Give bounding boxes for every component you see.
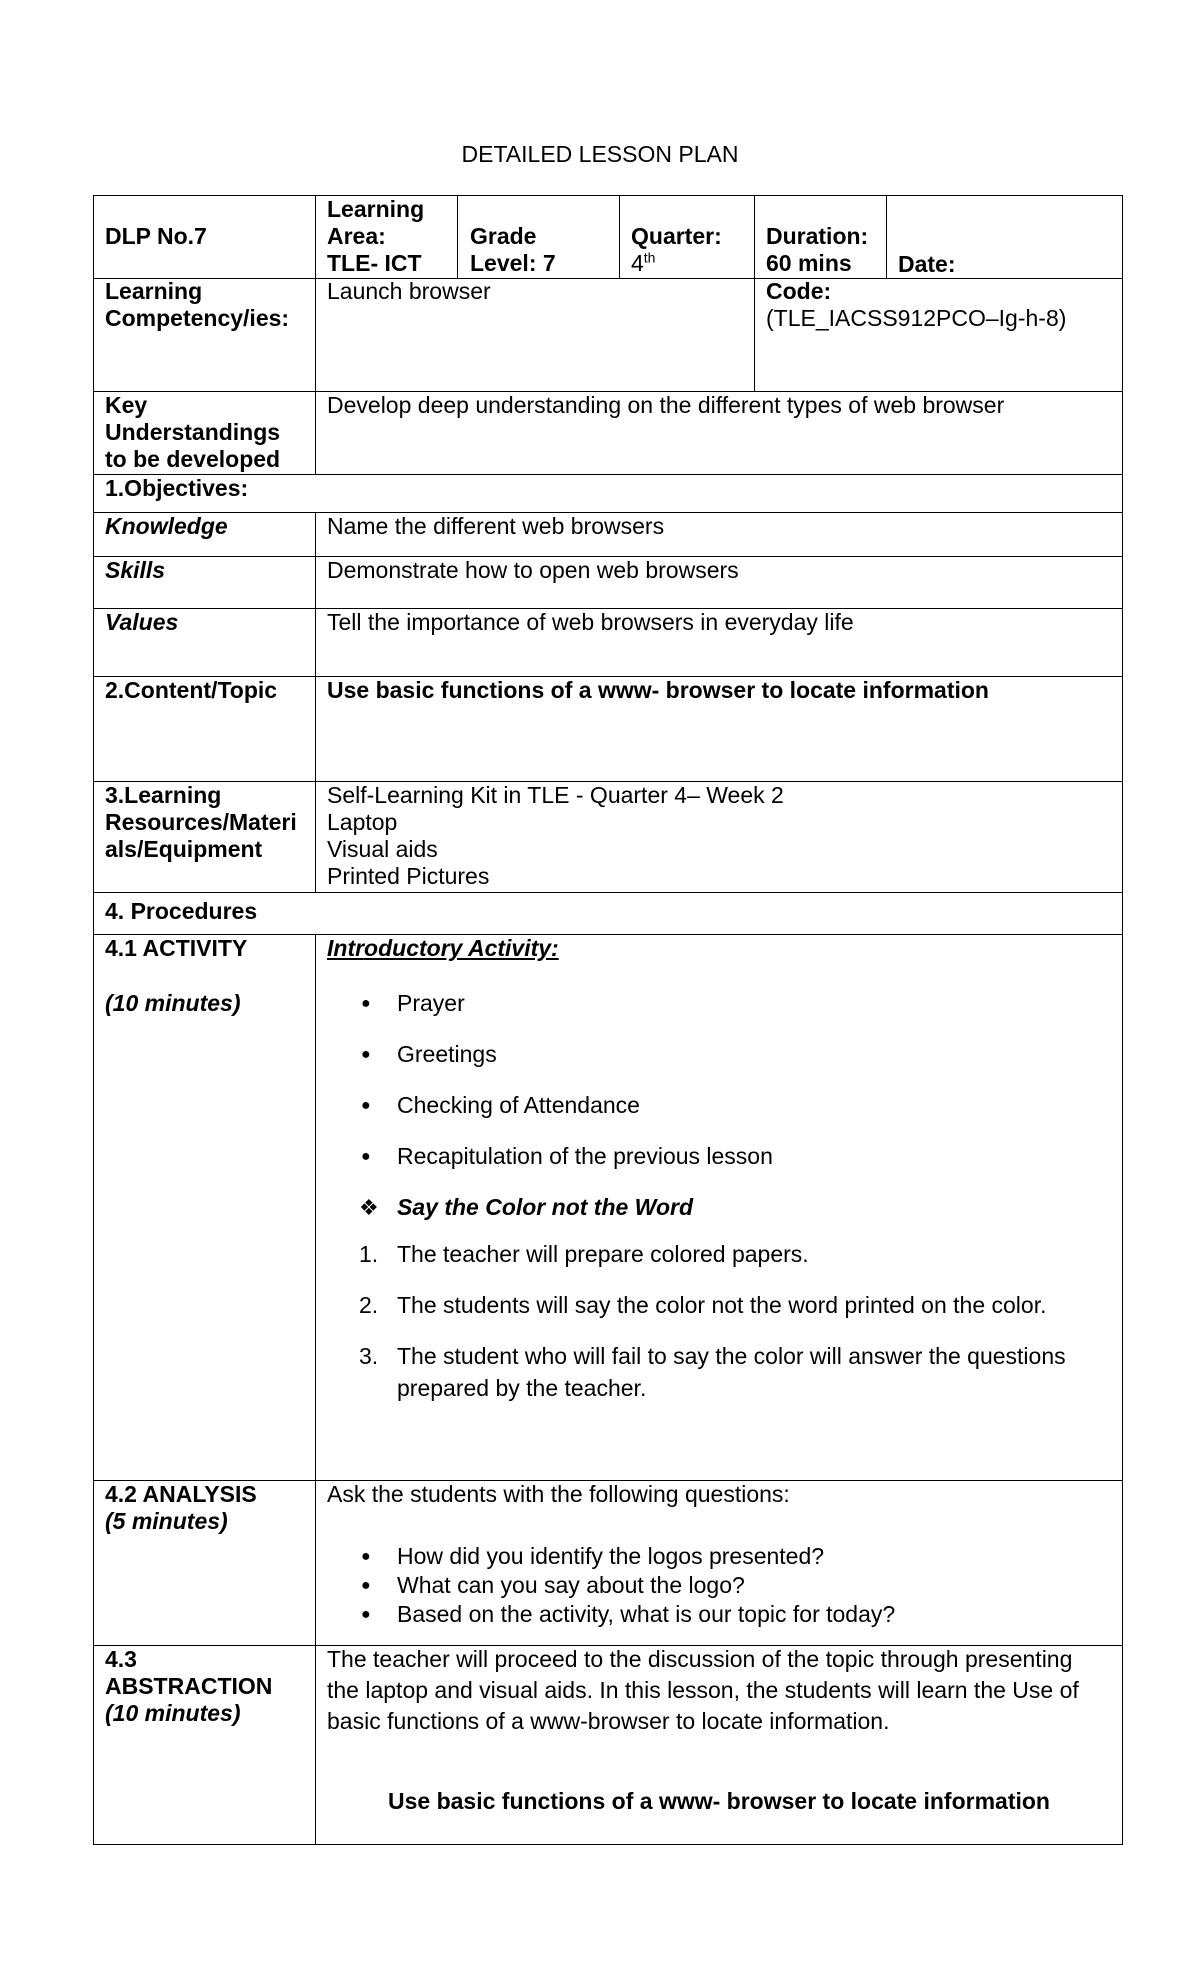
bullet-icon: ● xyxy=(361,1046,371,1063)
skills-label: Skills xyxy=(105,557,166,583)
resource-item: Printed Pictures xyxy=(327,863,490,889)
page-title: DETAILED LESSON PLAN xyxy=(461,141,739,167)
resources-label: Resources/Materi xyxy=(105,809,297,835)
competency-label: Competency/ies: xyxy=(105,305,290,331)
table-border-left xyxy=(93,195,94,1845)
column-divider xyxy=(315,195,316,474)
content-label: 2.Content/Topic xyxy=(105,677,278,703)
resource-item: Laptop xyxy=(327,809,398,835)
abstraction-time: (10 minutes) xyxy=(105,1700,241,1726)
quarter-value: 4th xyxy=(631,249,656,276)
list-item: Checking of Attendance xyxy=(397,1092,640,1118)
step-number: 3. xyxy=(359,1343,379,1369)
skills-value: Demonstrate how to open web browsers xyxy=(327,557,739,583)
list-item: The student who will fail to say the color will answer the questions xyxy=(397,1343,1066,1369)
list-item: The teacher will prepare colored papers. xyxy=(397,1241,809,1267)
values-label: Values xyxy=(105,609,179,635)
column-divider xyxy=(315,512,316,892)
activity-label: 4.1 ACTIVITY xyxy=(105,935,248,961)
duration-value: 60 mins xyxy=(766,250,852,276)
list-item: Greetings xyxy=(397,1041,497,1067)
values-value: Tell the importance of web browsers in everyday life xyxy=(327,609,854,635)
table-border-right xyxy=(1122,195,1123,1845)
key-understandings-value: Develop deep understanding on the different types of web browser xyxy=(327,392,1005,418)
procedures-heading: 4. Procedures xyxy=(105,898,258,924)
table-border-top xyxy=(93,195,1122,196)
objectives-heading: 1.Objectives: xyxy=(105,475,249,501)
bullet-icon: ● xyxy=(361,1548,371,1565)
list-item: Prayer xyxy=(397,990,465,1016)
abstraction-text: the laptop and visual aids. In this lesson, the students will learn the Use of xyxy=(327,1677,1079,1703)
activity-time: (10 minutes) xyxy=(105,990,241,1016)
abstraction-label: 4.3 xyxy=(105,1646,137,1672)
bullet-icon: ● xyxy=(361,1606,371,1623)
list-item: How did you identify the logos presented? xyxy=(397,1543,825,1569)
bullet-icon: ● xyxy=(361,1097,371,1114)
abstraction-topic: Use basic functions of a www- browser to locate information xyxy=(388,1788,1050,1814)
row-divider xyxy=(93,892,1122,893)
learning-area-label: Area: xyxy=(327,223,386,249)
column-divider xyxy=(457,195,458,278)
diamond-bullet-icon: ❖ xyxy=(359,1195,379,1220)
bullet-icon: ● xyxy=(361,995,371,1012)
abstraction-text: The teacher will proceed to the discussion of the topic through presenting xyxy=(327,1646,1073,1672)
content-value: Use basic functions of a www- browser to locate information xyxy=(327,677,989,703)
step-number: 1. xyxy=(359,1241,379,1267)
column-divider xyxy=(619,195,620,278)
introductory-activity-heading: Introductory Activity: xyxy=(327,935,559,961)
column-divider xyxy=(315,934,316,1845)
game-title: Say the Color not the Word xyxy=(397,1194,694,1220)
resources-label: 3.Learning xyxy=(105,782,222,808)
knowledge-value: Name the different web browsers xyxy=(327,513,665,539)
analysis-time: (5 minutes) xyxy=(105,1508,228,1534)
date-label: Date: xyxy=(898,251,956,277)
code-label: Code: xyxy=(766,278,832,304)
bullet-icon: ● xyxy=(361,1577,371,1594)
list-item-continuation: prepared by the teacher. xyxy=(397,1375,647,1401)
list-item: Based on the activity, what is our topic for today? xyxy=(397,1601,896,1627)
key-understandings-label: Key xyxy=(105,392,148,418)
duration-label: Duration: xyxy=(766,223,869,249)
analysis-intro: Ask the students with the following questions: xyxy=(327,1481,790,1507)
learning-area-value: TLE- ICT xyxy=(327,250,422,276)
list-item: The students will say the color not the word printed on the color. xyxy=(397,1292,1047,1318)
dlp-number: DLP No.7 xyxy=(105,223,207,249)
knowledge-label: Knowledge xyxy=(105,513,228,539)
column-divider xyxy=(886,195,887,278)
step-number: 2. xyxy=(359,1292,379,1318)
row-divider xyxy=(93,278,1122,279)
abstraction-label: ABSTRACTION xyxy=(105,1673,273,1699)
analysis-label: 4.2 ANALYSIS xyxy=(105,1481,257,1507)
learning-area-label: Learning xyxy=(327,196,425,222)
key-understandings-label: Understandings xyxy=(105,419,281,445)
code-value: (TLE_IACSS912PCO–Ig-h-8) xyxy=(766,305,1067,331)
key-understandings-label: to be developed xyxy=(105,446,281,472)
resources-label: als/Equipment xyxy=(105,836,263,862)
abstraction-text: basic functions of a www-browser to locate information. xyxy=(327,1708,890,1734)
row-divider xyxy=(93,934,1122,935)
grade-label: Grade xyxy=(470,223,537,249)
competency-label: Learning xyxy=(105,278,203,304)
competency-value: Launch browser xyxy=(327,278,491,304)
table-border-bottom xyxy=(93,1844,1122,1845)
list-item: What can you say about the logo? xyxy=(397,1572,745,1598)
bullet-icon: ● xyxy=(361,1148,371,1165)
column-divider xyxy=(754,195,755,391)
resource-item: Visual aids xyxy=(327,836,438,862)
resource-item: Self-Learning Kit in TLE - Quarter 4– Week 2 xyxy=(327,782,784,808)
quarter-label: Quarter: xyxy=(631,223,722,249)
list-item: Recapitulation of the previous lesson xyxy=(397,1143,773,1169)
grade-level-value: Level: 7 xyxy=(470,250,556,276)
